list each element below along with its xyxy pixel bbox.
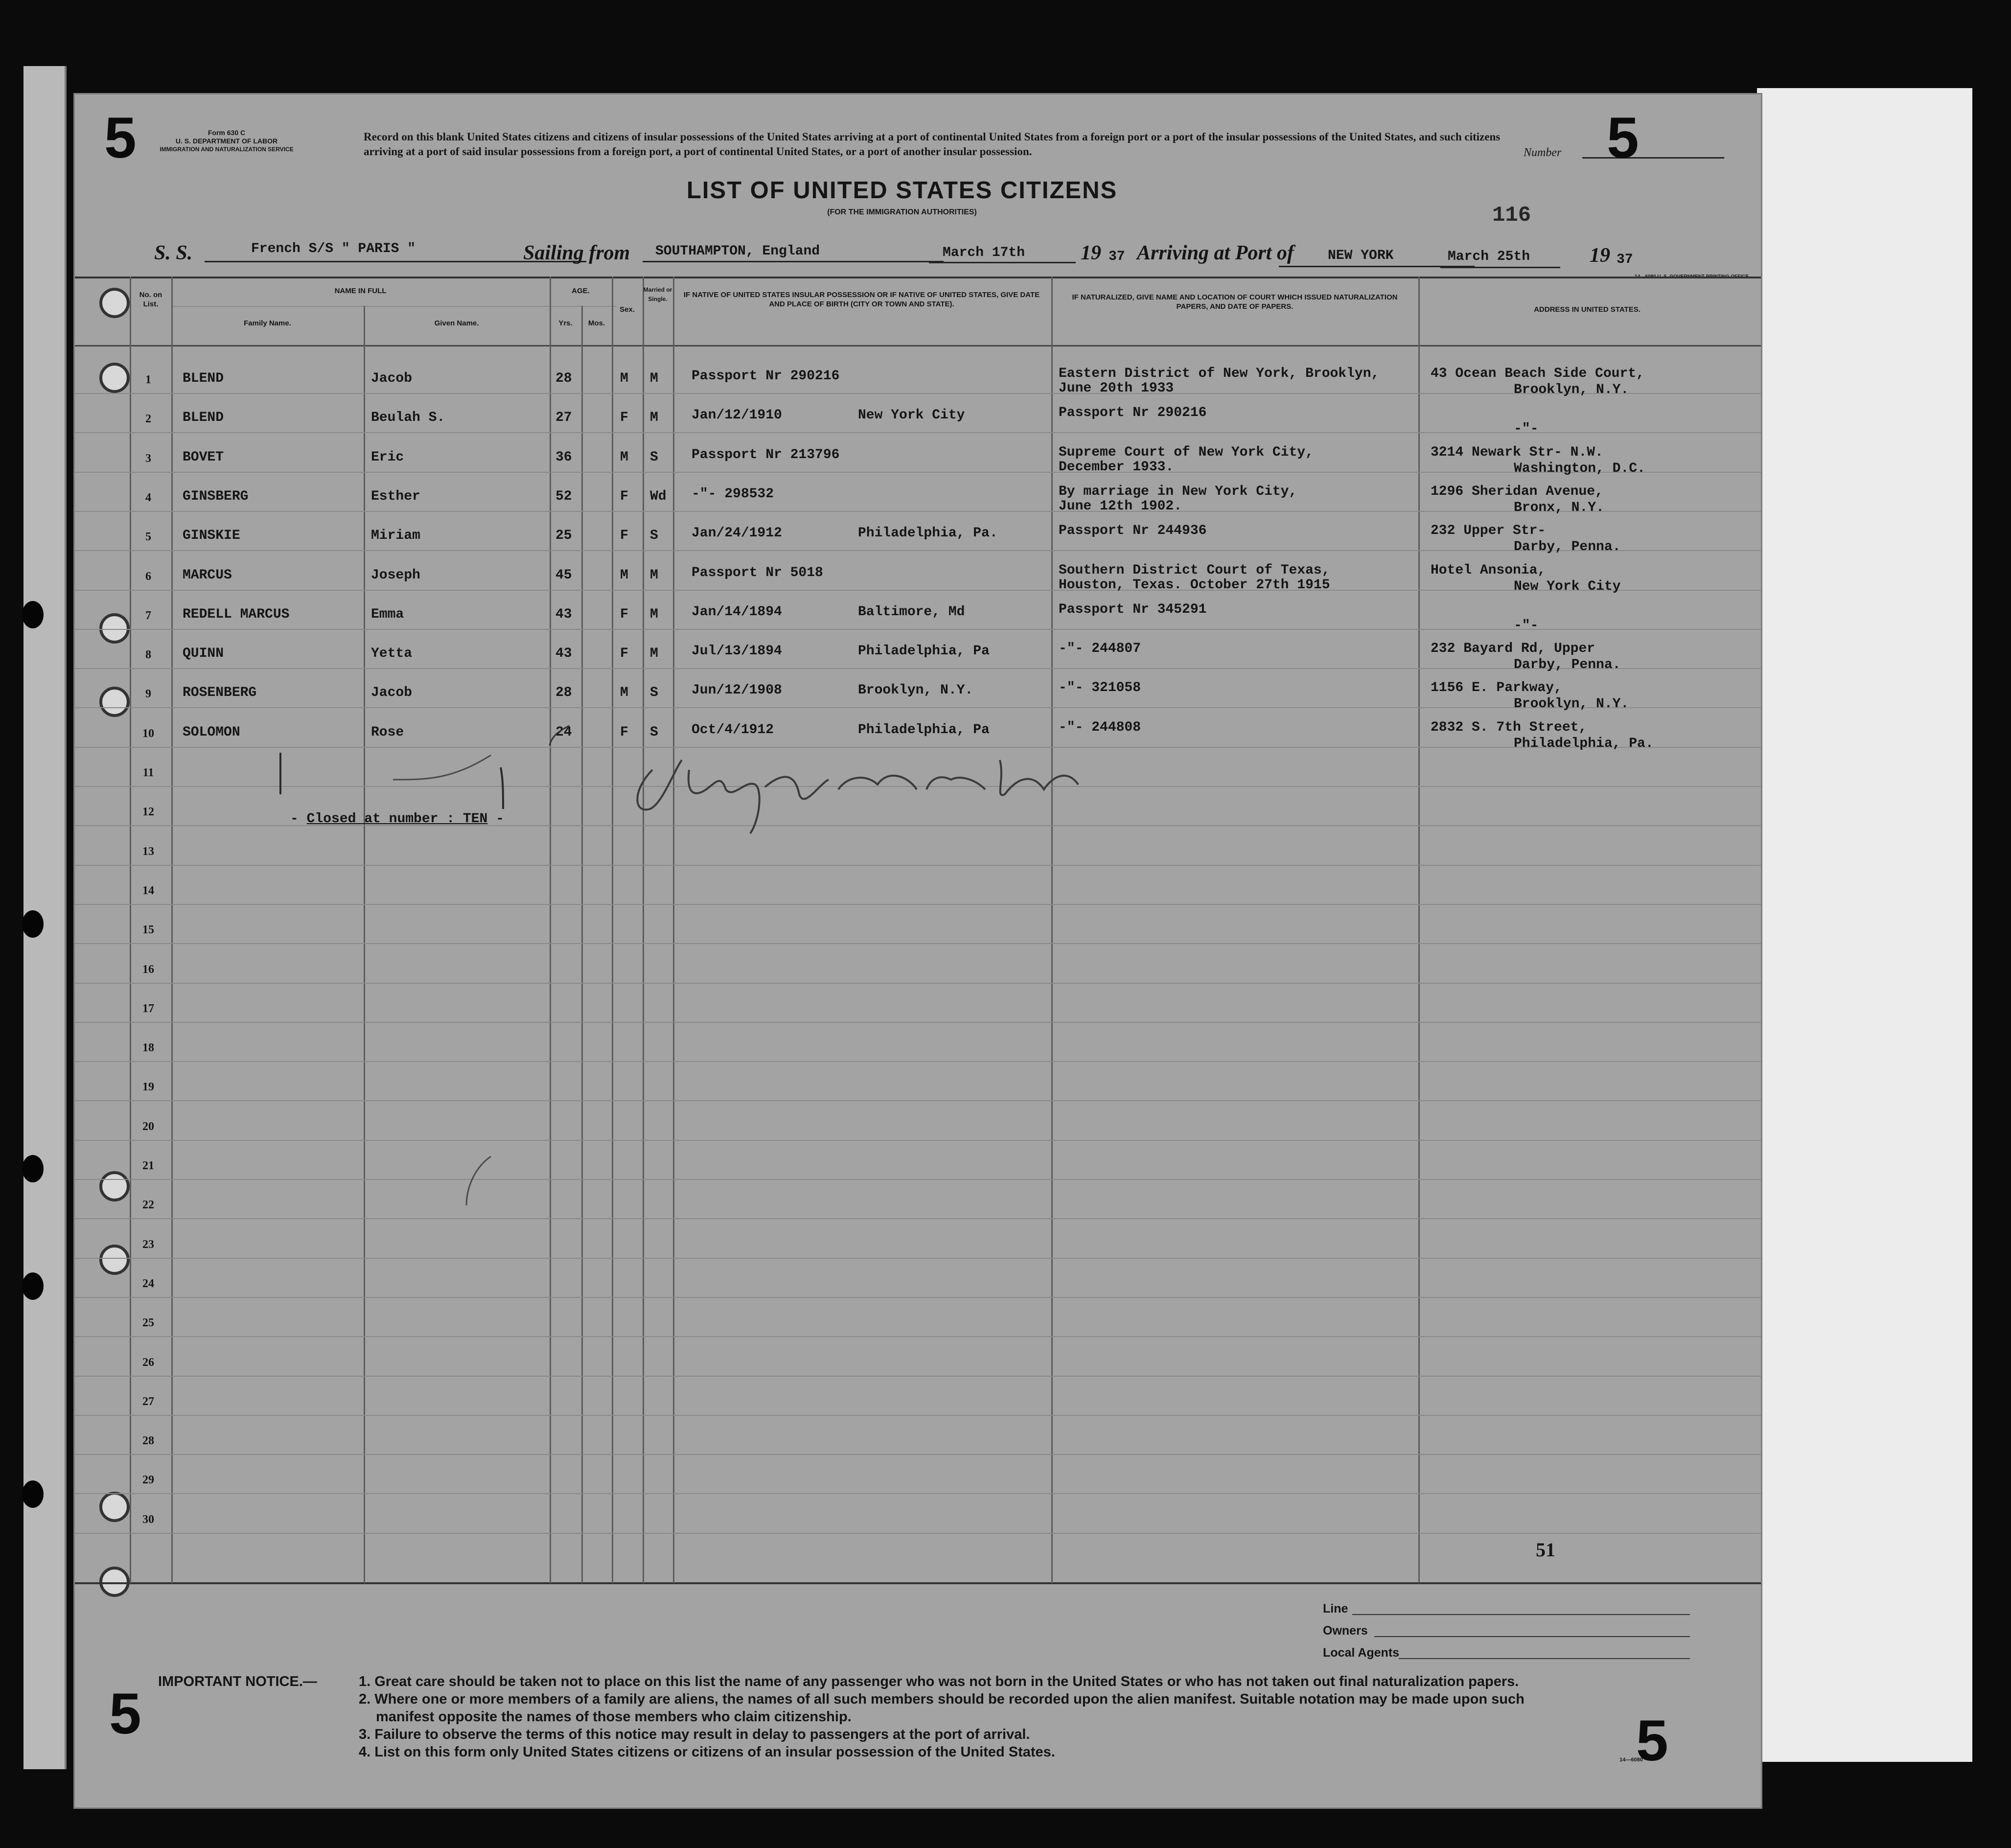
address-line-1: 1156 E. Parkway, [1431, 680, 1562, 695]
department: U. S. DEPARTMENT OF LABOR [175, 137, 278, 145]
row-number: 28 [142, 1434, 154, 1447]
given-name: Jacob [371, 685, 413, 700]
bottom-code: 14—6080 [1619, 1757, 1643, 1763]
age-years: 36 [555, 450, 572, 465]
form-number: Form 630 C [208, 129, 246, 137]
page-title: LIST OF UNITED STATES CITIZENS [686, 177, 1118, 204]
address-line-2: Brooklyn, N.Y. [1514, 696, 1629, 712]
record-text: Record on this blank United States citizens and citizens of insular possessions of the United States arriving at a port of continental United States from a foreign port or a port of the insular possessions of the United States, and such citizens arriving at a port of said insular possessions from a foreign port, a port of continental United States, or a port of another insular possession. [364, 131, 1501, 158]
row-number: 10 [142, 727, 154, 740]
age-years: 52 [555, 489, 572, 504]
marital-status: M [650, 646, 658, 661]
row-number: 22 [142, 1199, 154, 1211]
address-line-1: 3214 Newark Str- N.W. [1431, 445, 1603, 460]
sex: M [620, 450, 628, 465]
sex: F [620, 528, 628, 543]
birth-place: Philadelphia, Pa. [858, 526, 998, 541]
row-number: 26 [142, 1356, 154, 1369]
notice-item-2: 2. Where one or more members of a family are aliens, the names of all such members should be recorded upon the alien manifest. Suitable notation may be made upon such [359, 1691, 1525, 1707]
row-number: 7 [145, 609, 151, 622]
address-line-1: Hotel Ansonia, [1431, 563, 1546, 578]
address-line-2: -"- [1514, 421, 1539, 437]
annotation-overlay [75, 94, 1761, 1807]
given-name: Yetta [371, 646, 413, 661]
given-name: Joseph [371, 568, 420, 583]
birth-or-passport: Jun/12/1908 [692, 683, 782, 698]
family-name: BOVET [183, 450, 224, 465]
agent-owners-label: Owners [1323, 1624, 1368, 1638]
family-name: GINSKIE [183, 528, 240, 543]
header-naturalized: IF NATURALIZED, GIVE NAME AND LOCATION OF COURT WHICH ISSUED NATURALIZATION PAPERS, AND DATE OF PAPERS. [1072, 293, 1398, 311]
marital-status: M [650, 568, 658, 583]
row-number: 25 [142, 1317, 154, 1329]
sex: F [620, 489, 628, 504]
marital-status: S [650, 685, 658, 700]
given-name: Beulah S. [371, 410, 445, 425]
arrival-port: NEW YORK [1328, 248, 1394, 263]
court-line-1: By marriage in New York City, [1059, 484, 1297, 499]
marital-status: M [650, 410, 658, 425]
notice-title: IMPORTANT NOTICE.— [158, 1674, 317, 1689]
binder-dot [22, 910, 44, 938]
notice-item-4: 4. List on this form only United States citizens or citizens of an insular possession of the United States. [359, 1744, 1055, 1760]
birth-or-passport: Passport Nr 290216 [692, 369, 840, 384]
row-number: 30 [142, 1513, 154, 1526]
court-line-1: Southern District Court of Texas, [1059, 563, 1330, 578]
age-years: 25 [555, 528, 572, 543]
birth-or-passport: -"- 298532 [692, 486, 774, 502]
binder-dot [22, 1272, 44, 1300]
sailing-year: 37 [1109, 249, 1125, 264]
age-years: 45 [555, 568, 572, 583]
arriving-label: Arriving at Port of [1137, 242, 1294, 264]
court-line-1: Passport Nr 345291 [1059, 602, 1207, 617]
row-number: 2 [145, 413, 151, 425]
corner-number: 5 [104, 106, 137, 170]
row-number: 24 [142, 1277, 154, 1290]
birth-or-passport: Passport Nr 5018 [692, 565, 823, 580]
address-line-1: 2832 S. 7th Street, [1431, 720, 1587, 735]
row-number: 13 [142, 845, 154, 858]
birth-or-passport: Jul/13/1894 [692, 644, 782, 659]
arrival-year: 37 [1617, 252, 1633, 267]
row-number: 15 [142, 924, 154, 936]
age-years: 24 [555, 725, 572, 740]
header-given-name: Given Name. [434, 319, 479, 327]
sex: F [620, 646, 628, 661]
address-line-1: 43 Ocean Beach Side Court, [1431, 366, 1644, 381]
marital-status: S [650, 528, 658, 543]
row-number: 6 [145, 570, 151, 583]
printer-note: 14—6080 U. S. GOVERNMENT PRINTING OFFICE [1635, 274, 1749, 279]
birth-or-passport: Passport Nr 213796 [692, 447, 840, 462]
header-sex: Sex. [620, 305, 635, 314]
marital-status: M [650, 607, 658, 622]
birth-or-passport: Jan/24/1912 [692, 526, 782, 541]
address-line-2: Darby, Penna. [1514, 657, 1621, 672]
address-line-1: 232 Upper Str- [1431, 523, 1546, 538]
family-name: SOLOMON [183, 725, 240, 740]
marital-status: S [650, 450, 658, 465]
header-mos: Mos. [588, 319, 605, 327]
header-yrs: Yrs. [558, 319, 573, 327]
sex: F [620, 607, 628, 622]
binder-dot [22, 1480, 44, 1508]
given-name: Eric [371, 450, 404, 465]
agent-local-rule [1399, 1658, 1690, 1659]
row-number: 9 [145, 688, 151, 700]
agent-local-label: Local Agents [1323, 1646, 1400, 1660]
row-number: 18 [142, 1041, 154, 1054]
row-number: 8 [145, 648, 151, 661]
officer-signature [637, 760, 1078, 833]
family-name: BLEND [183, 371, 224, 386]
family-name: QUINN [183, 646, 224, 661]
address-line-2: Bronx, N.Y. [1514, 500, 1604, 515]
sex: F [620, 410, 628, 425]
age-years: 43 [555, 607, 572, 622]
court-line-2: Houston, Texas. October 27th 1915 [1059, 578, 1330, 593]
birth-place: Philadelphia, Pa [858, 644, 990, 659]
sex: M [620, 371, 628, 386]
row-number: 1 [145, 373, 151, 386]
marital-status: S [650, 725, 658, 740]
given-name: Jacob [371, 371, 413, 386]
sex: F [620, 725, 628, 740]
notice-item-1: 1. Great care should be taken not to place on this list the name of any passenger who was not born in the United States or who has not taken out final naturalization papers. [359, 1674, 1519, 1689]
row-number: 14 [142, 884, 154, 897]
header-name-in-full: NAME IN FULL [334, 287, 387, 295]
ship-name: French S/S " PARIS " [251, 241, 416, 256]
birth-place: Baltimore, Md [858, 604, 965, 620]
sailing-port: SOUTHAMPTON, England [655, 244, 820, 259]
notice-item-2-cont: manifest opposite the names of those members who claim citizenship. [376, 1709, 852, 1725]
sex: M [620, 568, 628, 583]
row-number: 21 [142, 1159, 154, 1172]
row-number: 16 [142, 963, 154, 976]
arrival-date: March 25th [1448, 249, 1530, 264]
row-number: 17 [142, 1002, 154, 1015]
row-number: 11 [142, 766, 154, 779]
marital-status: Wd [650, 489, 667, 504]
row-number: 12 [142, 806, 154, 818]
address-line-2: Darby, Penna. [1514, 539, 1621, 554]
header-married: Married or Single. [643, 286, 672, 302]
family-name: ROSENBERG [183, 685, 257, 700]
court-line-1: Passport Nr 290216 [1059, 405, 1207, 420]
family-name: REDELL MARCUS [183, 607, 290, 622]
page-stamp: 116 [1492, 203, 1531, 228]
number-label: Number [1524, 146, 1562, 159]
family-name: MARCUS [183, 568, 232, 583]
ss-label: S. S. [154, 242, 193, 264]
address-line-2: Philadelphia, Pa. [1514, 736, 1654, 751]
list-number: 5 [1607, 106, 1639, 170]
birth-place: Brooklyn, N.Y. [858, 683, 973, 698]
agent-line-rule [1352, 1614, 1690, 1615]
header-family-name: Family Name. [244, 319, 291, 327]
address-line-1: 232 Bayard Rd, Upper [1431, 641, 1595, 656]
row-number: 20 [142, 1120, 154, 1133]
court-line-2: June 12th 1902. [1059, 499, 1182, 514]
row-number: 19 [142, 1081, 154, 1093]
birth-place: Philadelphia, Pa [858, 722, 990, 738]
birth-place: New York City [858, 408, 965, 423]
sheet-number: 51 [1536, 1539, 1555, 1561]
court-line-1: -"- 244807 [1059, 641, 1141, 656]
bottom-right-number: 5 [1636, 1709, 1668, 1773]
given-name: Rose [371, 725, 404, 740]
header-age: AGE. [572, 287, 590, 295]
signature-text: J.Loughlin ImmIg Paris [770, 799, 776, 800]
age-years: 28 [555, 685, 572, 700]
court-line-2: June 20th 1933 [1059, 381, 1174, 396]
manifest-sheet [73, 93, 1762, 1809]
closed-note-prefix: - [290, 811, 307, 827]
binder-dot [22, 601, 44, 628]
row-number: 5 [145, 531, 151, 543]
sex: M [620, 685, 628, 700]
address-line-2: Brooklyn, N.Y. [1514, 382, 1629, 397]
header-no: No. on List. [139, 291, 162, 308]
court-line-2: December 1933. [1059, 460, 1174, 475]
header-address: ADDRESS IN UNITED STATES. [1534, 305, 1641, 314]
header-native: IF NATIVE OF UNITED STATES INSULAR POSSESSION OR IF NATIVE OF UNITED STATES, GIVE DATE AND PLACE OF BIRTH (CITY OR TOWN AND STATE). [683, 291, 1040, 308]
right-margin [1757, 88, 1972, 1762]
row-number: 27 [142, 1395, 154, 1408]
family-name: GINSBERG [183, 489, 249, 504]
court-line-1: -"- 244808 [1059, 720, 1141, 735]
row-number: 4 [145, 491, 151, 504]
sailing-date: March 17th [943, 245, 1025, 260]
court-line-1: Eastern District of New York, Brooklyn, [1059, 366, 1380, 381]
court-line-1: -"- 321058 [1059, 680, 1141, 695]
age-years: 27 [555, 410, 572, 425]
sailing-label: Sailing from [523, 242, 630, 264]
year-prefix-1: 19 [1081, 242, 1101, 264]
row-number: 29 [142, 1474, 154, 1486]
birth-or-passport: Oct/4/1912 [692, 722, 774, 738]
address-line-1: 1296 Sheridan Avenue, [1431, 484, 1603, 499]
given-name: Emma [371, 607, 404, 622]
service: IMMIGRATION AND NATURALIZATION SERVICE [160, 146, 294, 153]
address-line-2: Washington, D.C. [1514, 461, 1645, 476]
age-years: 43 [555, 646, 572, 661]
closed-note-suffix: - [487, 811, 504, 827]
court-line-1: Passport Nr 244936 [1059, 523, 1207, 538]
row-number: 3 [145, 452, 151, 465]
bottom-left-number: 5 [109, 1682, 141, 1746]
given-name: Esther [371, 489, 420, 504]
page-subtitle: (FOR THE IMMIGRATION AUTHORITIES) [827, 208, 977, 216]
address-line-2: -"- [1514, 618, 1539, 633]
given-name: Miriam [371, 528, 420, 543]
binder-dot [22, 1155, 44, 1182]
notice-item-3: 3. Failure to observe the terms of this notice may result in delay to passengers at the port of arrival. [359, 1727, 1030, 1742]
row-number: 23 [142, 1238, 154, 1251]
age-years: 28 [555, 371, 572, 386]
agent-line-label: Line [1323, 1602, 1348, 1616]
agent-owners-rule [1374, 1636, 1690, 1637]
address-line-2: New York City [1514, 579, 1621, 594]
marital-status: M [650, 371, 658, 386]
birth-or-passport: Jan/14/1894 [692, 604, 782, 620]
birth-or-passport: Jan/12/1910 [692, 408, 782, 423]
court-line-1: Supreme Court of New York City, [1059, 445, 1314, 460]
family-name: BLEND [183, 410, 224, 425]
closed-note-text: Closed at number : TEN [306, 811, 488, 827]
year-prefix-2: 19 [1590, 244, 1610, 267]
